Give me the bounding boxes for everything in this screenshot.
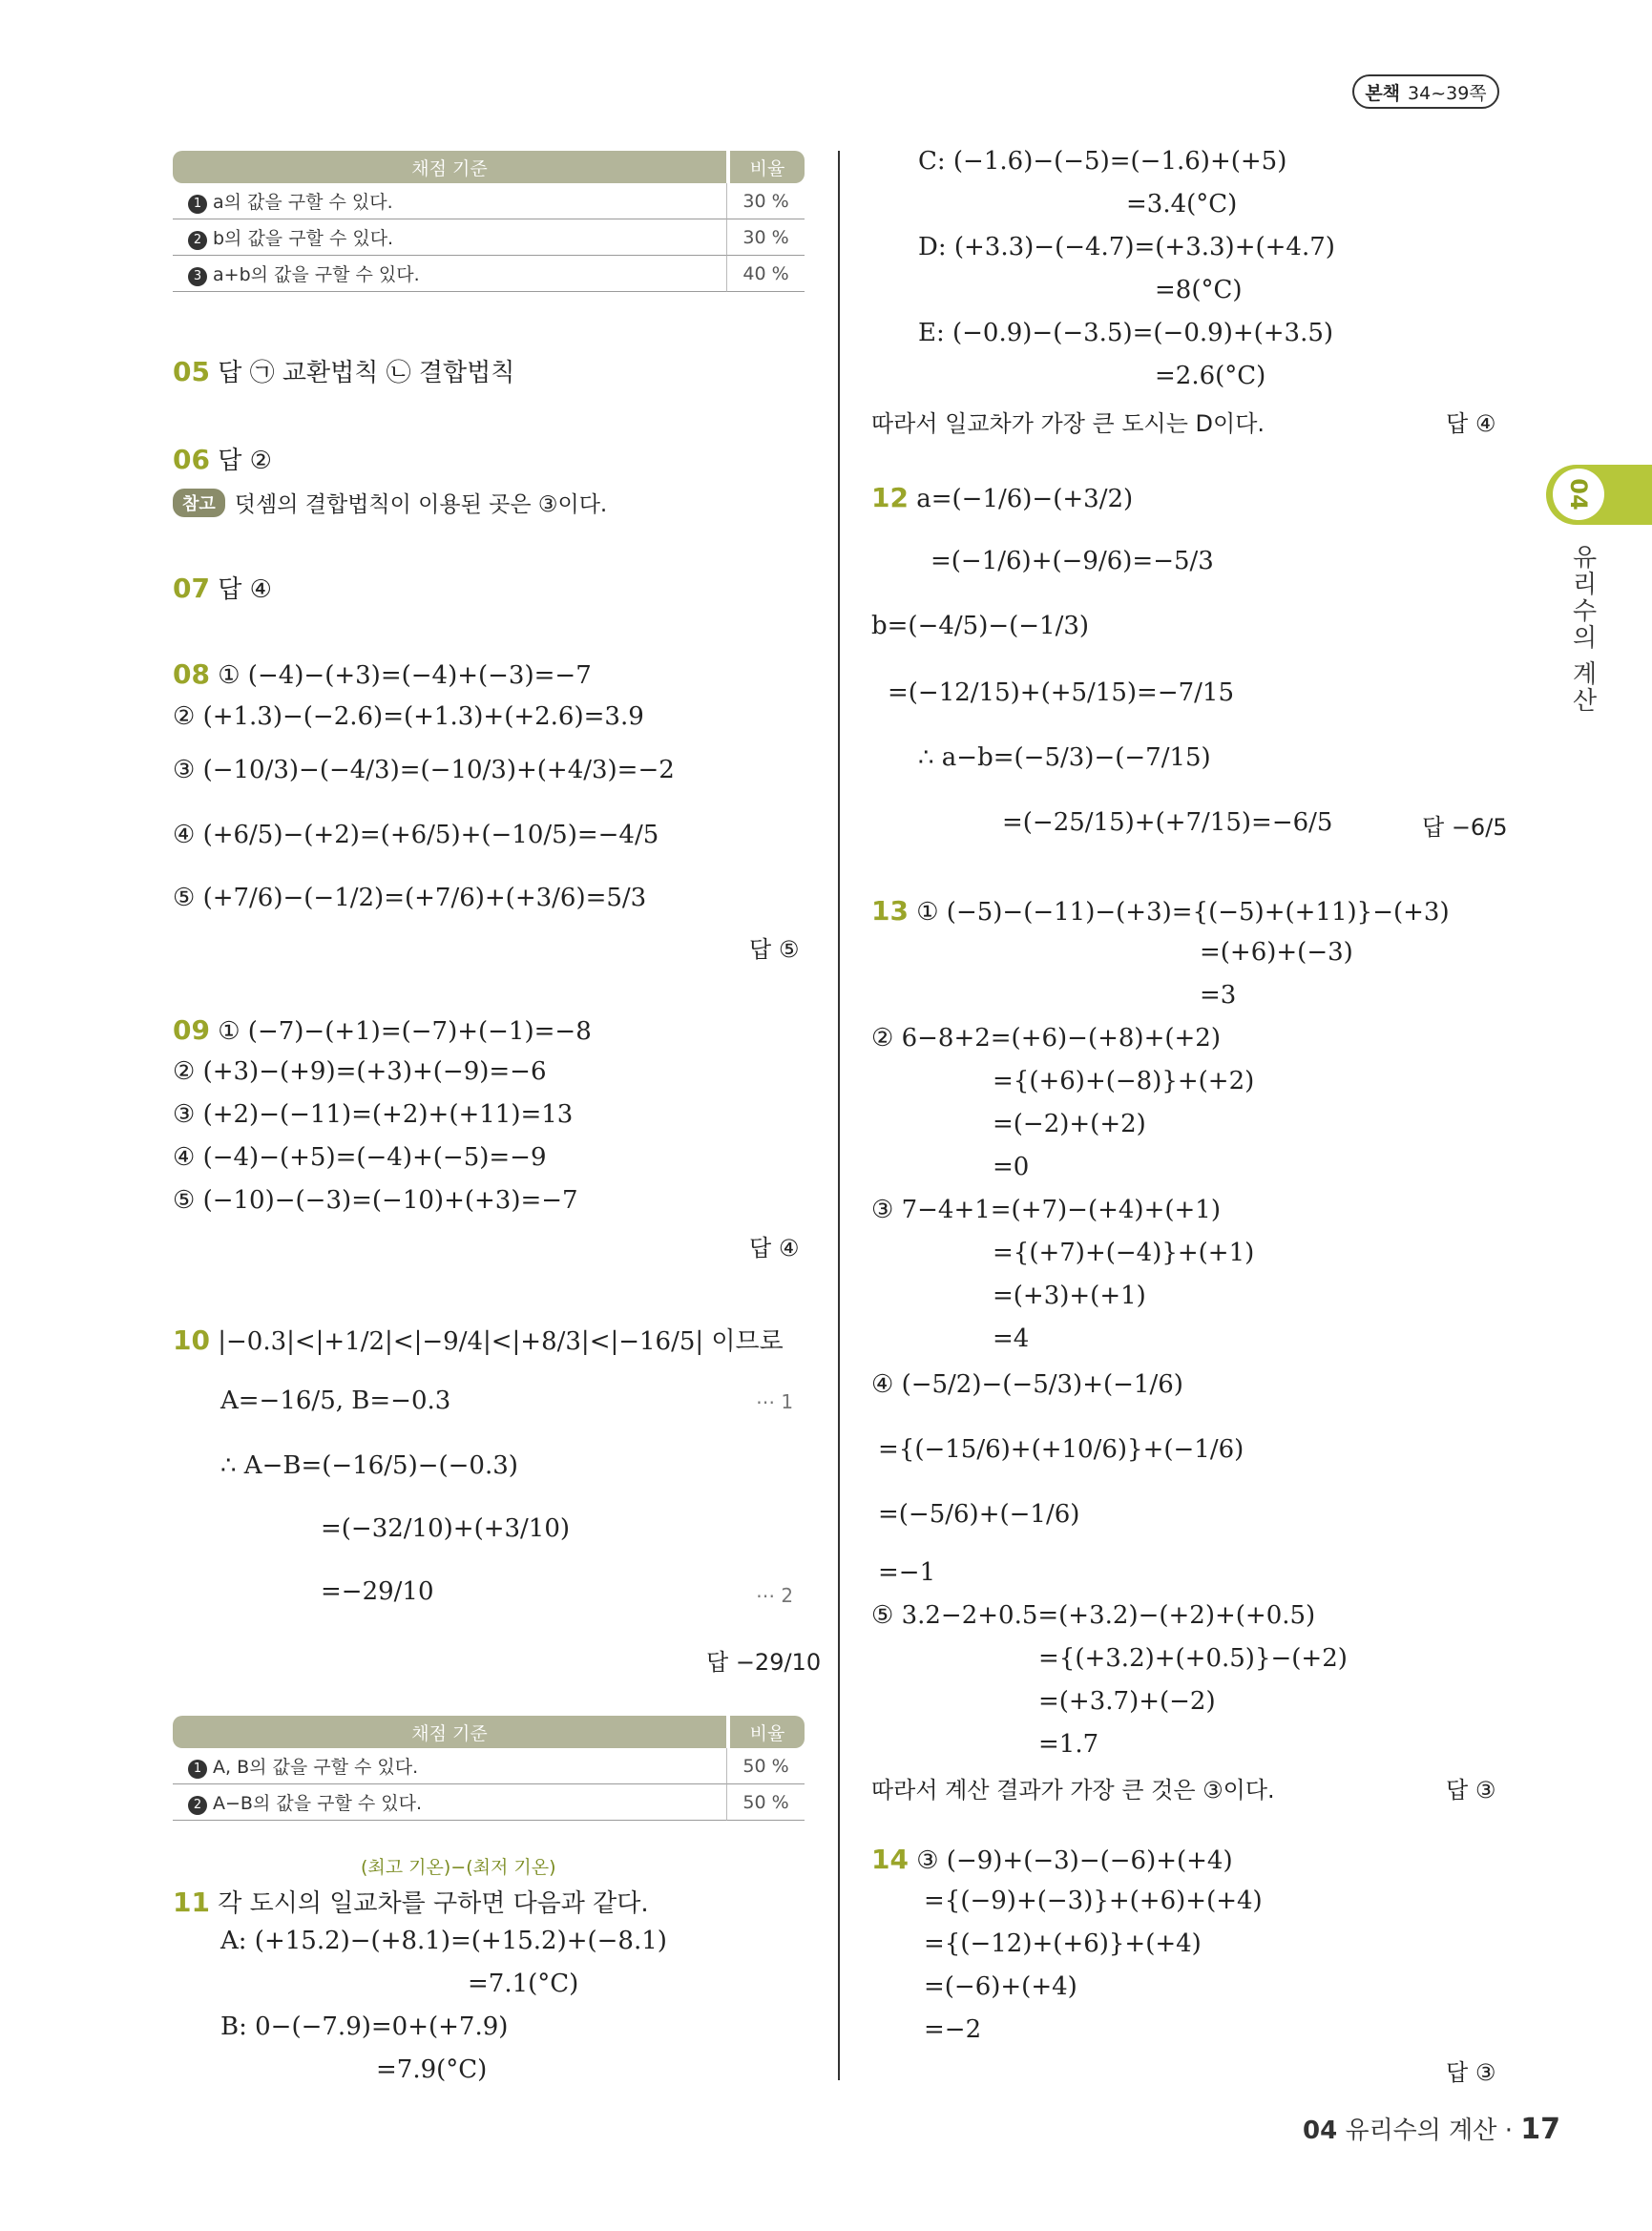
- solution-line: =3: [1200, 981, 1237, 1010]
- solution-line: =(−6)+(+4): [924, 1972, 1077, 2001]
- solution-line: |−0.3|<|+1/2|<|−9/4|<|+8/3|<|−16/5| 이므로: [218, 1327, 784, 1356]
- problem-09-line-1: [173, 1014, 592, 1046]
- criterion-ratio: 50 %: [726, 1784, 805, 1821]
- table-header-ratio: 비율: [726, 151, 805, 183]
- criterion-ratio: 30 %: [726, 219, 805, 256]
- solution-line: =(−25/15)+(+7/15)=−6/5: [1002, 808, 1333, 837]
- solution-line: =7.9(°C): [376, 2055, 488, 2084]
- problem-05: [173, 353, 514, 388]
- solution-line: =(−1/6)+(−9/6)=−5/3: [931, 547, 1214, 575]
- solution-line: ② (+1.3)−(−2.6)=(+1.3)+(+2.6)=3.9: [173, 702, 644, 731]
- solution-line: ② 6−8+2=(+6)−(+8)+(+2): [871, 1024, 1221, 1053]
- footer-chapter-title: 유리수의 계산: [1345, 2116, 1497, 2145]
- solution-line: ③ (−10/3)−(−4/3)=(−10/3)+(+4/3)=−2: [173, 756, 675, 784]
- solution-line: ④ (−5/2)−(−5/3)+(−1/6): [871, 1370, 1183, 1399]
- problem-06: [173, 441, 272, 476]
- solution-line: ={(−15/6)+(+10/6)}+(−1/6): [878, 1435, 1244, 1464]
- problem-14-line-1: [871, 1844, 1233, 1875]
- solution-line: =2.6(°C): [1155, 362, 1266, 390]
- solution-line: ② (+3)−(+9)=(+3)+(−9)=−6: [173, 1057, 547, 1086]
- criterion-text: a+b의 값을 구할 수 있다.: [213, 264, 420, 285]
- solution-line: ⑤ (+7/6)−(−1/2)=(+7/6)+(+3/6)=5/3: [173, 884, 647, 912]
- footer-separator: ·: [1504, 2116, 1513, 2145]
- solution-line: ∴ a−b=(−5/3)−(−7/15): [918, 743, 1211, 772]
- solution-line: ③ (+2)−(−11)=(+2)+(+11)=13: [173, 1100, 574, 1129]
- solution-line: A: (+15.2)−(+8.1)=(+15.2)+(−8.1): [220, 1927, 667, 1955]
- note-06: [173, 487, 607, 518]
- problem-number: 13: [871, 895, 909, 927]
- problem-11-line-1: [173, 1884, 649, 1919]
- answer-13: 답 ③: [1446, 1777, 1496, 1804]
- solution-line: =(+6)+(−3): [1200, 938, 1353, 967]
- solution-line: ③ (−9)+(−3)−(−6)+(+4): [916, 1846, 1233, 1875]
- ref-pages: 34~39쪽: [1408, 83, 1487, 104]
- criterion-number: 2: [188, 1796, 207, 1815]
- criterion-number: 1: [188, 1760, 207, 1779]
- criterion-text: A, B의 값을 구할 수 있다.: [213, 1757, 419, 1778]
- criterion-text: b의 값을 구할 수 있다.: [213, 228, 394, 249]
- solution-line: ① (−5)−(−11)−(+3)={(−5)+(+11)}−(+3): [916, 898, 1450, 927]
- solution-line: =(+3.7)+(−2): [1038, 1687, 1216, 1716]
- problem-number: 11: [173, 1887, 210, 1918]
- solution-line: 따라서 계산 결과가 가장 큰 것은 ③이다.: [871, 1777, 1275, 1804]
- table-row: [173, 1784, 805, 1821]
- footer-chapter-number: 04: [1303, 2116, 1338, 2145]
- column-divider: [838, 151, 840, 2080]
- solution-line: a=(−1/6)−(+3/2): [916, 485, 1134, 513]
- solution-line: =7.1(°C): [468, 1970, 579, 1998]
- solution-line: =(−12/15)+(+5/15)=−7/15: [888, 678, 1234, 707]
- solution-line: =3.4(°C): [1126, 190, 1238, 219]
- ref-label: 본책: [1365, 83, 1401, 104]
- criterion-ratio: 40 %: [726, 256, 805, 292]
- note-badge: 참고: [173, 489, 225, 517]
- table-row: [173, 256, 805, 292]
- solution-line: E: (−0.9)−(−3.5)=(−0.9)+(+3.5): [918, 319, 1334, 347]
- problem-number: 10: [173, 1324, 210, 1356]
- criterion-ratio: 50 %: [726, 1748, 805, 1784]
- solution-line: C: (−1.6)−(−5)=(−1.6)+(+5): [918, 147, 1287, 176]
- solution-line: A=−16/5, B=−0.3: [220, 1387, 451, 1415]
- table-row: [173, 183, 805, 219]
- solution-line: =8(°C): [1155, 276, 1243, 304]
- criterion-number: 2: [188, 231, 207, 250]
- solution-line: ③ 7−4+1=(+7)−(+4)+(+1): [871, 1196, 1221, 1224]
- problem-08-line-1: [173, 658, 592, 690]
- problem-12-line-1: [871, 482, 1133, 513]
- solution-line: D: (+3.3)−(−4.7)=(+3.3)+(+4.7): [918, 233, 1335, 261]
- solution-line: b=(−4/5)−(−1/3): [871, 612, 1090, 640]
- problem-number: 06: [173, 444, 210, 475]
- solution-line: =(−5/6)+(−1/6): [878, 1500, 1080, 1529]
- table-row: [173, 1748, 805, 1784]
- answer-12: 답 −6/5: [1422, 814, 1508, 841]
- page-reference: [1352, 74, 1499, 109]
- problem-answer: 답 ④: [218, 575, 272, 604]
- problem-13-line-1: [871, 895, 1450, 927]
- criterion-ratio: 30 %: [726, 183, 805, 219]
- solution-line: 따라서 일교차가 가장 큰 도시는 D이다.: [871, 410, 1265, 437]
- problem-number: 08: [173, 658, 210, 690]
- solution-line: ={(−9)+(−3)}+(+6)+(+4): [924, 1887, 1263, 1915]
- solution-line: =1.7: [1038, 1730, 1099, 1759]
- page-footer: [1303, 2111, 1560, 2146]
- table-header-criteria: 채점 기준: [173, 151, 726, 183]
- solution-line: ⑤ 3.2−2+0.5=(+3.2)−(+2)+(+0.5): [871, 1601, 1316, 1630]
- solution-line: ∴ A−B=(−16/5)−(−0.3): [220, 1451, 518, 1480]
- note-text: 덧셈의 결합법칙이 이용된 곳은 ③이다.: [234, 492, 608, 517]
- criterion-text: A−B의 값을 구할 수 있다.: [213, 1793, 422, 1814]
- table-header-criteria: 채점 기준: [173, 1716, 726, 1748]
- problem-number: 09: [173, 1014, 210, 1046]
- table-header-ratio: 비율: [726, 1716, 805, 1748]
- step-marker: ⋯ 2: [756, 1584, 794, 1607]
- answer-14: 답 ③: [1446, 2059, 1496, 2086]
- solution-line: ={(+3.2)+(+0.5)}−(+2): [1038, 1644, 1348, 1673]
- problem-07: [173, 570, 272, 605]
- solution-line: ① (−7)−(+1)=(−7)+(−1)=−8: [218, 1017, 592, 1046]
- grading-table-1: [173, 151, 805, 292]
- solution-line: ① (−4)−(+3)=(−4)+(−3)=−7: [218, 661, 592, 690]
- answer-10: 답 −29/10: [706, 1649, 822, 1676]
- problem-10-line-1: [173, 1322, 784, 1357]
- problem-number: 14: [871, 1844, 909, 1875]
- solution-line: 각 도시의 일교차를 구하면 다음과 같다.: [218, 1889, 649, 1918]
- criterion-number: 1: [188, 195, 207, 214]
- answer-08: 답 ⑤: [749, 936, 800, 963]
- criterion-text: a의 값을 구할 수 있다.: [213, 192, 393, 213]
- grading-table-2: [173, 1716, 805, 1821]
- superscript-note: (최고 기온)−(최저 기온): [361, 1857, 556, 1878]
- criterion-number: 3: [188, 267, 207, 286]
- solution-line: B: 0−(−7.9)=0+(+7.9): [220, 2012, 509, 2041]
- solution-line: =(−2)+(+2): [993, 1110, 1146, 1138]
- solution-line: ⑤ (−10)−(−3)=(−10)+(+3)=−7: [173, 1186, 578, 1215]
- solution-line: =4: [993, 1324, 1030, 1353]
- answer-11: 답 ④: [1446, 410, 1496, 437]
- problem-number: 05: [173, 356, 210, 387]
- problem-answer: 답 ②: [218, 447, 272, 475]
- solution-line: ④ (+6/5)−(+2)=(+6/5)+(−10/5)=−4/5: [173, 821, 659, 849]
- solution-line: ={(+7)+(−4)}+(+1): [993, 1239, 1255, 1267]
- solution-line: ={(+6)+(−8)}+(+2): [993, 1067, 1255, 1095]
- solution-line: ④ (−4)−(+5)=(−4)+(−5)=−9: [173, 1143, 547, 1172]
- chapter-tab-title: 유리수의 계산: [1568, 544, 1597, 715]
- problem-number: 07: [173, 573, 210, 604]
- solution-line: =−29/10: [321, 1577, 434, 1606]
- page-number: 17: [1520, 2113, 1560, 2146]
- solution-line: =−1: [878, 1558, 936, 1587]
- problem-answer: 답 ㉠ 교환법칙 ㉡ 결합법칙: [218, 359, 515, 387]
- solution-line: =0: [993, 1153, 1030, 1181]
- solution-line: =(+3)+(+1): [993, 1282, 1146, 1310]
- answer-09: 답 ④: [749, 1235, 800, 1261]
- chapter-tab-number: 04: [1553, 469, 1604, 520]
- table-row: [173, 219, 805, 256]
- chapter-tab: [1546, 465, 1652, 525]
- solution-line: ={(−12)+(+6)}+(+4): [924, 1929, 1202, 1958]
- solution-line: =−2: [924, 2015, 982, 2044]
- step-marker: ⋯ 1: [756, 1390, 794, 1413]
- problem-number: 12: [871, 482, 909, 513]
- solution-line: =(−32/10)+(+3/10): [321, 1514, 571, 1543]
